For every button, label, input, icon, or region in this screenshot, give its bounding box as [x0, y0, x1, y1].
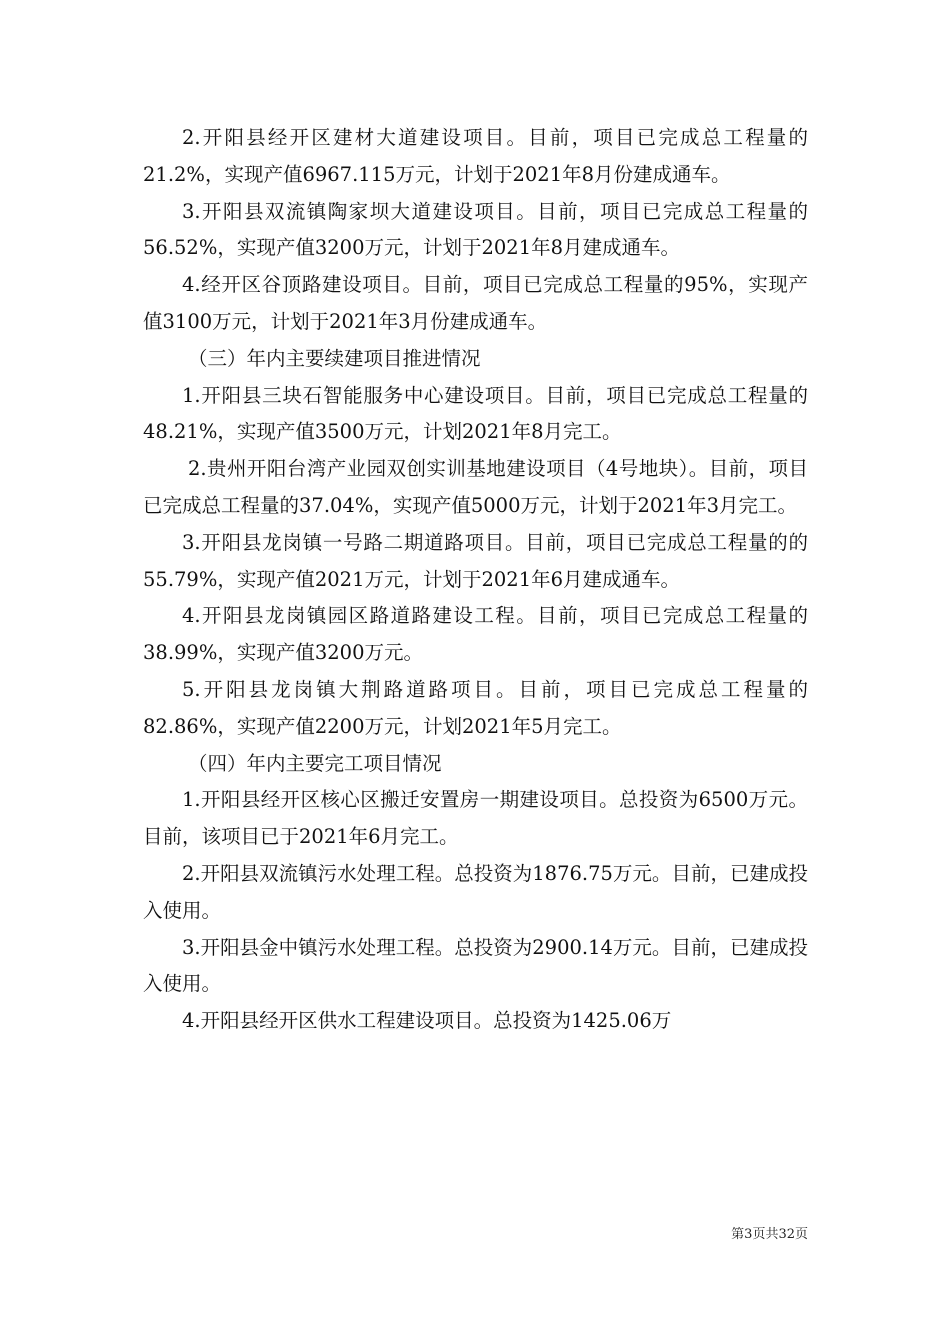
paragraph: 2.贵州开阳台湾产业园双创实训基地建设项目（4号地块）。目前，项目已完成总工程量的37.04%，实现产值5000万元，计划于2021年3月完工。: [143, 457, 808, 517]
page-number-footer: 第3页共32页: [731, 1227, 808, 1242]
paragraph: 2.开阳县双流镇污水处理工程。总投资为1876.75万元。目前，已建成投入使用。: [143, 861, 808, 922]
section-heading: （三）年内主要续建项目推进情况: [188, 346, 481, 370]
paragraph: 4.开阳县经开区供水工程建设项目。总投资为1425.06万: [182, 1009, 672, 1033]
paragraph: 5.开阳县龙岗镇大荆路道路项目。目前，项目已完成总工程量的82.86%，实现产值2200万元，计划2021年5月完工。: [143, 677, 808, 738]
paragraph: 2.开阳县经开区建材大道建设项目。目前，项目已完成总工程量的21.2%，实现产值6967.115万元，计划于2021年8月份建成通车。: [143, 126, 808, 186]
section-heading: （四）年内主要完工项目情况: [188, 751, 442, 775]
paragraph: 1.开阳县经开区核心区搬迁安置房一期建设项目。总投资为6500万元。目前，该项目已于2021年6月完工。: [143, 788, 808, 849]
document-body: [143, 120, 808, 1040]
paragraph: 4.开阳县龙岗镇园区路道路建设工程。目前，项目已完成总工程量的38.99%，实现产值3200万元。: [143, 604, 808, 665]
paragraph: 1.开阳县三块石智能服务中心建设项目。目前，项目已完成总工程量的48.21%，实现产值3500万元，计划2021年8月完工。: [143, 383, 808, 444]
paragraph: 3.开阳县双流镇陶家坝大道建设项目。目前，项目已完成总工程量的56.52%，实现产值3200万元，计划于2021年8月建成通车。: [143, 199, 808, 260]
paragraph: 4.经开区谷顶路建设项目。目前，项目已完成总工程量的95%，实现产值3100万元，计划于2021年3月份建成通车。: [143, 273, 808, 333]
paragraph: 3.开阳县龙岗镇一号路二期道路项目。目前，项目已完成总工程量的的55.79%，实现产值2021万元，计划于2021年6月建成通车。: [143, 530, 808, 591]
paragraph: 3.开阳县金中镇污水处理工程。总投资为2900.14万元。目前，已建成投入使用。: [143, 935, 808, 996]
